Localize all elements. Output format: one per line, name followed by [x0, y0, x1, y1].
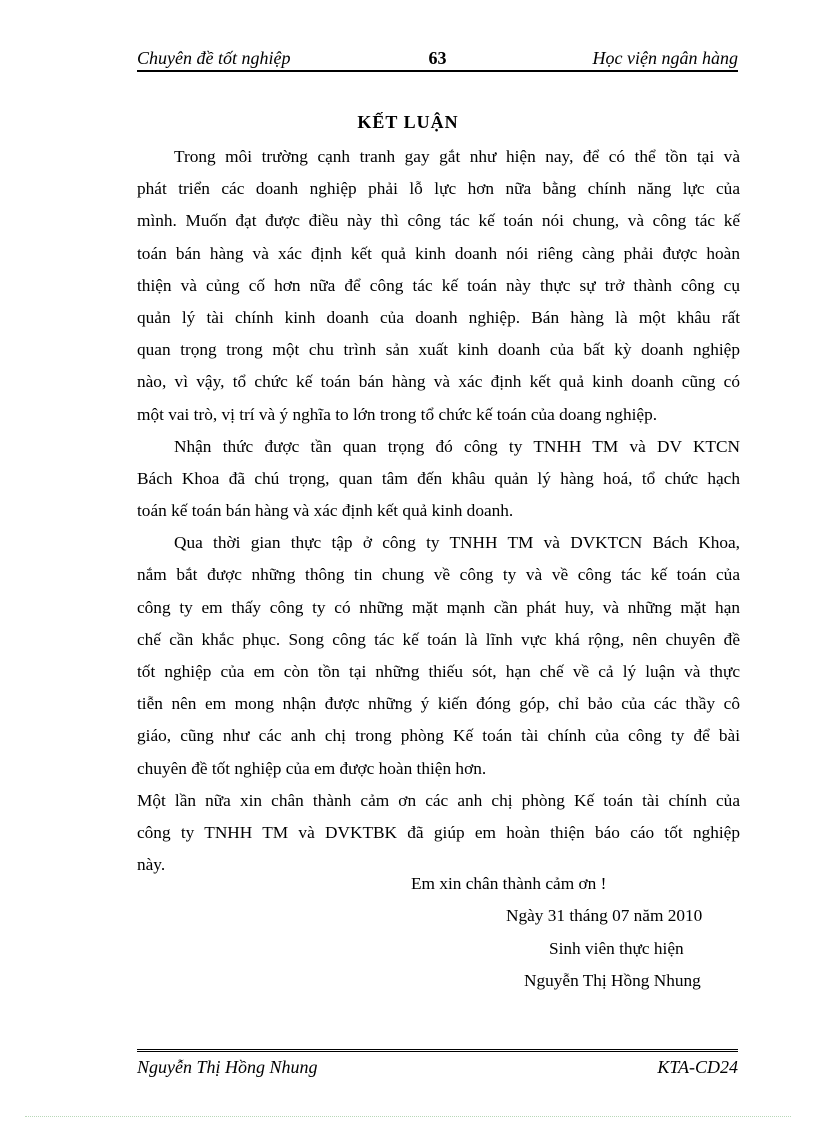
- text-line: nào, vì vậy, tổ chức kế toán bán hàng và xác định kết quả kinh doanh cũng có: [137, 372, 740, 392]
- page-title: KẾT LUẬN: [357, 112, 459, 132]
- closing-name: Nguyễn Thị Hồng Nhung: [524, 971, 701, 990]
- header-right: Học viện ngân hàng: [592, 48, 738, 68]
- text-line: tốt nghiệp của em còn tồn tại những thiếu sót, hạn chế về cả lý luận và thực: [137, 662, 740, 681]
- text-line: thiện và củng cố hơn nữa để công tác kế toán này thực sự trở thành công cụ: [137, 275, 740, 295]
- text-line: toán kế toán bán hàng và xác định kết quả kinh doanh.: [137, 501, 514, 521]
- page-boundary: [25, 1116, 791, 1117]
- body-text: [137, 144, 740, 884]
- page-footer: [137, 1049, 738, 1082]
- text-line: chế cần khắc phục. Song công tác kế toán là lĩnh vực khá rộng, nên chuyên đề: [137, 629, 740, 649]
- closing-date: Ngày 31 tháng 07 năm 2010: [506, 906, 703, 925]
- text-line: giáo, cũng như các anh chị trong phòng Kế toán tài chính của công ty để bài: [137, 726, 740, 746]
- closing-thanks: Em xin chân thành cảm ơn !: [411, 874, 607, 893]
- text-line: Trong môi trường cạnh tranh gay gắt như hiện nay, để có thể tồn tại và: [174, 147, 740, 166]
- text-line: công ty em thấy công ty có những mặt mạnh cần phát huy, và những mặt hạn: [137, 597, 740, 617]
- text-line: quản lý tài chính kinh doanh của doanh nghiệp. Bán hàng là một khâu rất: [137, 307, 740, 327]
- text-line: mình. Muốn đạt được điều này thì công tác kế toán nói chung, và công tác kế: [137, 211, 740, 231]
- text-line: tiễn nên em mong nhận được những ý kiến đóng góp, chỉ bảo của các thầy cô: [137, 694, 740, 714]
- page-header: [137, 48, 738, 72]
- page-number: 63: [428, 48, 447, 68]
- text-line: phát triển các doanh nghiệp phải lỗ lực hơn nữa bằng chính năng lực của: [137, 179, 740, 199]
- footer-code: KTA-CD24: [657, 1057, 738, 1077]
- text-line: một vai trò, vị trí và ý nghĩa to lớn trong tổ chức kế toán của doang nghiệp.: [137, 404, 658, 424]
- text-line: Một lần nữa xin chân thành cảm ơn các anh chị phòng Kế toán tài chính của: [137, 790, 740, 810]
- text-line: quan trọng trong một chu trình sản xuất kinh doanh của bất kỳ doanh nghiệp: [137, 340, 740, 360]
- header-left: Chuyên đề tốt nghiệp: [137, 48, 291, 68]
- footer-author: Nguyễn Thị Hồng Nhung: [137, 1057, 318, 1077]
- text-line: nắm bắt được những thông tin chung về công ty và về công tác kế toán của: [137, 565, 740, 585]
- text-line: chuyên đề tốt nghiệp của em được hoàn thiện hơn.: [137, 758, 487, 778]
- text-line: này.: [137, 855, 166, 875]
- text-line: toán bán hàng và xác định kết quả kinh doanh nói riêng càng phải được hoàn: [137, 243, 740, 263]
- text-line: Qua thời gian thực tập ở công ty TNHH TM và DVKTCN Bách Khoa,: [174, 533, 740, 553]
- text-line: Bách Khoa đã chú trọng, quan tâm đến khâu quản lý hàng hoá, tổ chức hạch: [137, 468, 740, 488]
- text-line: công ty TNHH TM và DVKTBK đã giúp em hoàn thiện báo cáo tốt nghiệp: [137, 822, 740, 842]
- text-line: Nhận thức được tần quan trọng đó công ty TNHH TM và DV KTCN: [174, 436, 740, 456]
- closing-role: Sinh viên thực hiện: [549, 939, 684, 958]
